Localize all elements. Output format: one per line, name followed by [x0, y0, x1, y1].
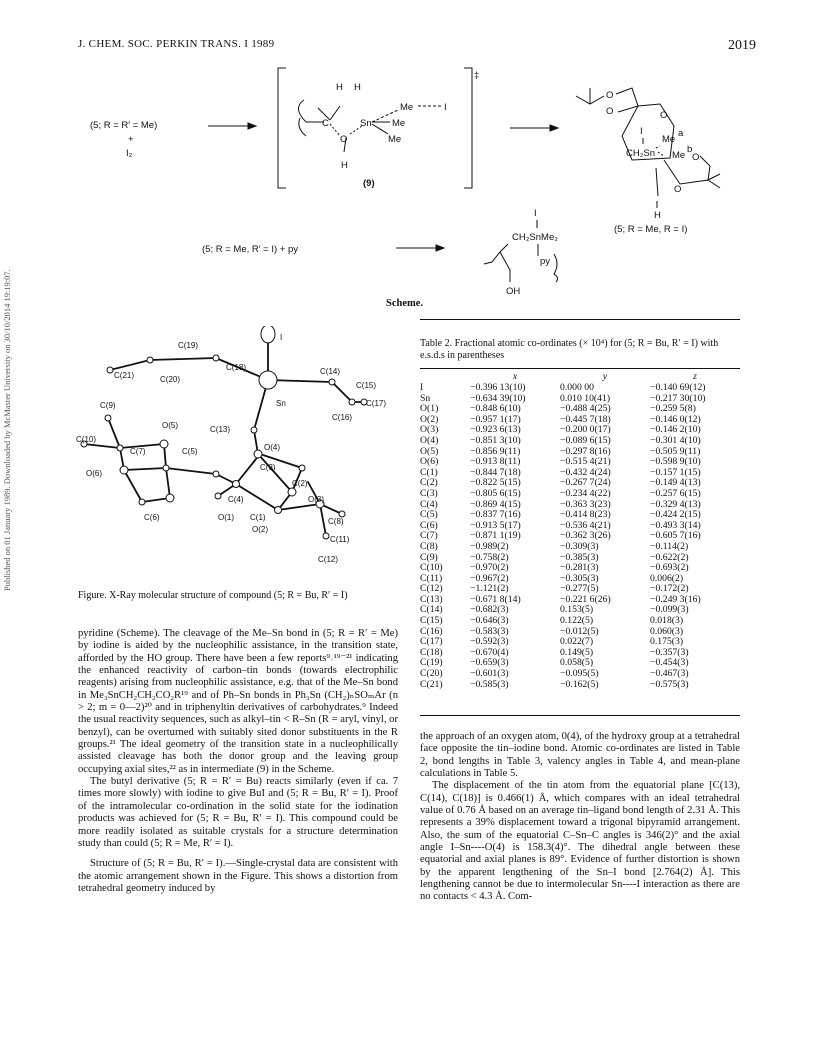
coordinate-cell: −0.234 4(22): [560, 487, 611, 499]
coordinate-cell: −0.385(3): [560, 551, 599, 563]
coordinate-cell: −1.121(2): [470, 583, 509, 595]
coordinate-cell: −0.851 3(10): [470, 434, 521, 446]
py-atom-py: py: [540, 256, 551, 267]
py-atom-i: I: [534, 208, 537, 219]
coordinate-cell: −0.277(5): [560, 583, 599, 595]
atom-label: C(2): [292, 479, 308, 488]
atom-cell: C(9): [420, 551, 438, 563]
atom-cell: C(7): [420, 530, 438, 542]
coordinate-cell: −0.605 7(16): [650, 530, 701, 542]
coordinate-cell: 0.010 10(41): [560, 392, 611, 404]
coordinate-cell: −0.536 4(21): [560, 519, 611, 531]
atom-label: C(21): [114, 371, 135, 380]
atom-label: C(16): [332, 413, 353, 422]
coordinate-cell: −0.157 1(15): [650, 466, 701, 478]
atom-label: C(10): [76, 435, 97, 444]
coordinate-cell: −0.869 4(15): [470, 498, 521, 510]
prod-atom-o2: O: [606, 106, 614, 117]
ts-atom-c: C: [322, 118, 329, 129]
atom-label: C(14): [320, 367, 341, 376]
atom-cell: C(15): [420, 615, 443, 627]
coordinate-cell: −0.414 8(23): [560, 509, 611, 521]
atom-cell: Sn: [420, 392, 431, 404]
reactant-1-label: (5; R = R′ = Me): [90, 120, 158, 131]
coordinate-cell: −0.432 4(24): [560, 466, 611, 478]
coordinate-cell: −0.646(3): [470, 615, 509, 627]
coordinate-cell: −0.913 8(11): [470, 456, 521, 468]
atom-label: Sn: [276, 399, 286, 408]
table-row: [420, 542, 740, 553]
prod-atom-o1: O: [606, 90, 614, 101]
prod-atom-h: H: [654, 210, 661, 221]
atom-label: C(15): [356, 381, 377, 390]
atom-cell: C(3): [420, 487, 438, 499]
coordinate-cell: −0.923 6(13): [470, 424, 521, 436]
atom-cell: C(20): [420, 668, 443, 680]
ts-label: (9): [363, 178, 375, 189]
coordinate-cell: 0.000 00: [560, 382, 594, 393]
scheme-label: Scheme.: [386, 298, 424, 309]
coordinate-cell: −0.758(2): [470, 551, 509, 563]
coordinate-cell: −0.172(2): [650, 583, 689, 595]
running-head: J. CHEM. SOC. PERKIN TRANS. I 1989: [78, 38, 275, 50]
coordinate-cell: −0.515 4(21): [560, 456, 611, 468]
coordinate-cell: 0.153(5): [560, 604, 594, 616]
coordinate-cell: −0.305(3): [560, 572, 599, 584]
ts-atom-me1: Me: [400, 102, 414, 113]
coordinate-cell: −0.267 7(24): [560, 477, 611, 489]
left-text-column: [78, 628, 398, 895]
coordinate-cell: −0.659(3): [470, 657, 509, 669]
figure-caption: Figure. X-Ray molecular structure of compound (5; R = Bu, R′ = I): [78, 590, 348, 601]
coordinate-cell: −0.467(3): [650, 668, 689, 680]
coordinate-cell: −0.957 1(17): [470, 413, 521, 425]
coordinate-cell: −0.601(3): [470, 668, 509, 680]
ts-atom-i: I: [444, 102, 447, 113]
atom-cell: C(18): [420, 646, 443, 658]
page-number: 2019: [728, 38, 756, 53]
column-header: x: [512, 370, 518, 382]
xray-structure-figure: [70, 326, 400, 586]
coordinate-cell: −0.805 6(15): [470, 487, 521, 499]
prod-sup-b: b: [687, 144, 693, 155]
coordinate-cell: −0.329 4(13): [650, 498, 701, 510]
atom-cell: C(17): [420, 636, 443, 648]
coordinate-cell: −0.362 3(26): [560, 530, 611, 542]
atom-label: C(4): [228, 495, 244, 504]
table-row: [420, 680, 740, 691]
py-atom-oh: OH: [506, 286, 521, 296]
ts-atom-me3: Me: [388, 134, 402, 145]
coordinate-cell: 0.060(3): [650, 625, 684, 637]
atom-label: C(8): [328, 517, 344, 526]
atom-label: O(1): [218, 513, 234, 522]
coordinate-cell: −0.363 3(23): [560, 498, 611, 510]
atom-cell: I: [420, 382, 424, 393]
coordinate-cell: −0.693(2): [650, 562, 689, 574]
atom-label: C(12): [318, 555, 339, 564]
atom-cell: C(1): [420, 466, 438, 478]
coordinate-cell: −0.575(3): [650, 678, 689, 690]
coordinate-cell: −0.424 2(15): [650, 509, 701, 521]
atom-label: C(7): [130, 447, 146, 456]
atom-label: C(18): [226, 363, 247, 372]
prod-sup-a: a: [678, 128, 684, 139]
atom-cell: O(4): [420, 434, 439, 446]
atom-label: C(3): [260, 463, 276, 472]
coordinate-cell: −0.670(4): [470, 646, 509, 658]
coordinate-cell: −0.089 6(15): [560, 434, 611, 446]
coordinate-cell: 0.006(2): [650, 572, 684, 584]
ts-atom-sn: Sn: [360, 118, 372, 129]
atom-cell: O(2): [420, 413, 439, 425]
coordinate-cell: −0.837 7(16): [470, 509, 521, 521]
prod-atom-me-b: Me: [672, 150, 686, 161]
atom-label: O(6): [86, 469, 102, 478]
atom-label: C(19): [178, 341, 199, 350]
atom-cell: C(16): [420, 625, 443, 637]
coordinate-cell: −0.445 7(18): [560, 413, 611, 425]
atom-label: O(2): [252, 525, 268, 534]
prod-atom-me-a: Me: [662, 134, 676, 145]
coordinate-cell: −0.099(3): [650, 604, 689, 616]
atom-cell: C(10): [420, 562, 443, 574]
coordinate-cell: −0.146 0(12): [650, 413, 701, 425]
atom-cell: O(6): [420, 456, 439, 468]
body-paragraph: Structure of (5; R = Bu, R′ = I).—Single-crystal data are consistent with the atomic arrangement shown in the Figure. This shows a distortion from tetrahedral geometry induced by: [78, 858, 398, 894]
atom-cell: C(11): [420, 572, 443, 584]
coordinate-cell: −0.396 13(10): [470, 382, 526, 393]
atom-cell: C(2): [420, 477, 438, 489]
py-atom-ch2snme2: CH₂SnMe₂: [512, 232, 558, 243]
table-bottom-rule: [420, 715, 740, 716]
body-paragraph: The butyl derivative (5; R = R′ = Bu) reacts similarly (even if ca. 7 times more slowly) with iodine to give BuI and (5; R = Bu, R′ = I). Proof of the intramolecular co-ordination in the solid state for the iodination products was achieved for (5; R = Bu, R′ = I). This compound could be more readily isolated as suitable crystals for a structure determination study than could (5; R = Me, R′ = I).: [78, 776, 398, 849]
coordinate-cell: 0.058(5): [560, 657, 594, 669]
coordinate-cell: −0.856 9(11): [470, 445, 521, 457]
atom-cell: O(3): [420, 424, 439, 436]
coordinate-cell: −0.493 3(14): [650, 519, 701, 531]
coordinate-cell: −0.162(5): [560, 678, 599, 690]
coordinate-cell: −0.012(5): [560, 625, 599, 637]
atom-cell: O(5): [420, 445, 439, 457]
atom-cell: C(12): [420, 583, 443, 595]
coordinate-cell: −0.149 4(13): [650, 477, 701, 489]
coordinate-cell: −0.622(2): [650, 551, 689, 563]
coordinate-cell: −0.454(3): [650, 657, 689, 669]
coordinate-cell: −0.095(5): [560, 668, 599, 680]
ts-atom-h3: H: [341, 160, 348, 171]
coordinate-cell: −0.357(3): [650, 646, 689, 658]
download-note: Published on 01 January 1989. Downloaded by McMaster University on 30/10/2014 19:19:07.: [2, 269, 12, 591]
coordinate-cell: 0.022(7): [560, 636, 594, 648]
atom-label: C(5): [182, 447, 198, 456]
body-paragraph: pyridine (Scheme). The cleavage of the Me–Sn bond in (5; R = R′ = Me) by iodine is aided by the nucleophilic assistance, in the transition state, afforded by the HO group. There have been a few reports⁹˒¹⁹⁻²¹ indicating the enhanced reactivity of carbon–tin bonds (towards electrophilic reagents) arising from nucleophilic assistance, e.g. that of the Me–Sn bond in Me₃SnCH₂CH₂CO₂R¹⁹ and of Ph–Sn bonds in Ph₃Sn (CH₂)ₙSOₘAr (n > 2; m = 0—2)²⁰ and in triphenyltin derivatives of carbohydrates.⁹ Indeed the usual reactivity sequences, such as alkyl–tin < R–Sn (R = aryl, vinyl, or benzyl), can be overturned with suitably sited donor substituents in the R groups.²¹ The ideal geometry of the transition state in a nucleophilically assisted cleavage has both the donor group and the leaving group occupying axial sites,²² as in intermediate (9) in the Scheme.: [78, 628, 398, 775]
atom-label: C(13): [210, 425, 231, 434]
column-header: [420, 369, 470, 383]
prod-atom-ch2sn: CH₂Sn: [626, 148, 656, 159]
table-row: [420, 436, 740, 447]
coordinate-cell: −0.844 7(18): [470, 466, 521, 478]
coordinate-cell: −0.309(3): [560, 540, 599, 552]
ts-atom-h1: H: [336, 82, 343, 93]
table-caption: Table 2. Fractional atomic co-ordinates (× 10⁴) for (5; R = Bu, R′ = I) with e.s.d.s in parentheses: [420, 338, 719, 361]
coordinate-cell: −0.114(2): [650, 540, 689, 552]
atom-cell: O(1): [420, 403, 439, 415]
coordinate-cell: 0.018(3): [650, 615, 684, 627]
coordinate-cell: 0.175(3): [650, 636, 684, 648]
coordinate-cell: −0.822 5(15): [470, 477, 521, 489]
column-header: y: [602, 370, 608, 382]
coordinate-cell: −0.592(3): [470, 636, 509, 648]
right-text-column: [420, 731, 740, 904]
coordinate-cell: −0.259 5(8): [650, 403, 696, 415]
plus-sign: +: [128, 134, 134, 145]
ts-atom-me2: Me: [392, 118, 406, 129]
prod-atom-i: I: [640, 126, 643, 137]
prod-atom-o4: O: [692, 152, 700, 163]
coordinate-cell: 0.122(5): [560, 615, 594, 627]
atom-cell: C(8): [420, 540, 438, 552]
coordinate-cell: −0.217 30(10): [650, 392, 706, 404]
atom-label: C(11): [330, 535, 350, 544]
coordinates-table: [420, 368, 740, 690]
coordinate-cell: −0.989(2): [470, 540, 509, 552]
coordinate-cell: 0.149(5): [560, 646, 594, 658]
atom-label: C(6): [144, 513, 160, 522]
atom-cell: C(4): [420, 498, 438, 510]
coordinate-cell: −0.913 5(17): [470, 519, 521, 531]
table-top-rule: [420, 319, 740, 320]
coordinate-cell: −0.848 6(10): [470, 403, 521, 415]
atom-label: C(9): [100, 401, 116, 410]
atom-cell: C(19): [420, 657, 443, 669]
coordinate-cell: −0.967(2): [470, 572, 509, 584]
atom-label: C(1): [250, 513, 266, 522]
table-row: [420, 383, 740, 394]
atom-label: C(17): [366, 399, 387, 408]
atom-label: I: [280, 333, 283, 342]
coordinate-cell: −0.682(3): [470, 604, 509, 616]
coordinate-cell: −0.585(3): [470, 678, 509, 690]
prod-atom-o3: O: [660, 110, 668, 121]
coordinate-cell: −0.297 8(16): [560, 445, 611, 457]
iodine-label: I₂: [126, 148, 133, 159]
coordinate-cell: −0.301 4(10): [650, 434, 701, 446]
table-row: [420, 489, 740, 500]
coordinate-cell: −0.598 9(10): [650, 456, 701, 468]
coordinate-cell: −0.970(2): [470, 562, 509, 574]
coordinate-cell: −0.257 6(15): [650, 487, 701, 499]
atom-cell: C(6): [420, 519, 438, 531]
atom-label: C(20): [160, 375, 181, 384]
coordinate-cell: −0.505 9(11): [650, 445, 701, 457]
coordinate-cell: −0.488 4(25): [560, 403, 611, 415]
coordinate-cell: −0.671 8(14): [470, 593, 521, 605]
body-paragraph: The displacement of the tin atom from the equatorial plane [C(13), C(14), C(18)] is 0.466(1) Å, which compares with an ideal tetrahedral value of 0.76 Å based on an average tin–ligand bond length of 2.31 Å. This represents a 39% displacement toward a trigonal bipyramid arrangement. Also, the sum of the equatorial C–Sn–C angles is 346(2)° and the axial angle I–Sn----O(4) is 158.3(4)°. The dihedral angle between these equatorial and axial planes is 89°. Evidence of further distortion is shown by the apparent lengthening of the Sn–I bond [2.764(2) Å]. This lengthening cannot be due to intermolecular Sn----I interaction as there are no contacts < 4.3 Å. Com-: [420, 780, 740, 903]
product-1-label: (5; R = Me, R = I): [614, 224, 688, 235]
ts-atom-h2: H: [354, 82, 361, 93]
table-header-row: [420, 369, 740, 383]
column-header: z: [693, 370, 697, 382]
atom-cell: C(21): [420, 678, 443, 690]
atom-label: O(5): [162, 421, 178, 430]
coordinate-cell: −0.200 0(17): [560, 424, 611, 436]
coordinate-cell: −0.634 39(10): [470, 392, 526, 404]
coordinate-cell: −0.221 6(26): [560, 593, 611, 605]
prod-atom-o5: O: [674, 184, 682, 195]
reaction-scheme: [60, 56, 760, 296]
body-paragraph: the approach of an oxygen atom, 0(4), of the hydroxy group at a tetrahedral face opposite the tin–iodine bond. Atomic co-ordinates are listed in Table 2, bond lengths in Table 3, valency angles in Table 4, and mean-plane calculations in Table 5.: [420, 731, 740, 780]
ts-atom-o: O: [340, 134, 348, 145]
atom-cell: C(13): [420, 593, 443, 605]
ts-symbol: ‡: [474, 70, 480, 81]
coordinate-cell: −0.146 2(10): [650, 424, 701, 436]
coordinate-cell: −0.140 69(12): [650, 382, 706, 393]
atom-label: O(4): [264, 443, 280, 452]
atom-label: O(3): [308, 495, 324, 504]
coordinate-cell: −0.249 3(16): [650, 593, 701, 605]
coordinate-cell: −0.281(3): [560, 562, 599, 574]
atom-cell: C(14): [420, 604, 443, 616]
coordinate-cell: −0.871 1(19): [470, 530, 521, 542]
reactant-2-label: (5; R = Me, R′ = I) + py: [202, 244, 299, 255]
atom-cell: C(5): [420, 509, 438, 521]
coordinate-cell: −0.583(3): [470, 625, 509, 637]
